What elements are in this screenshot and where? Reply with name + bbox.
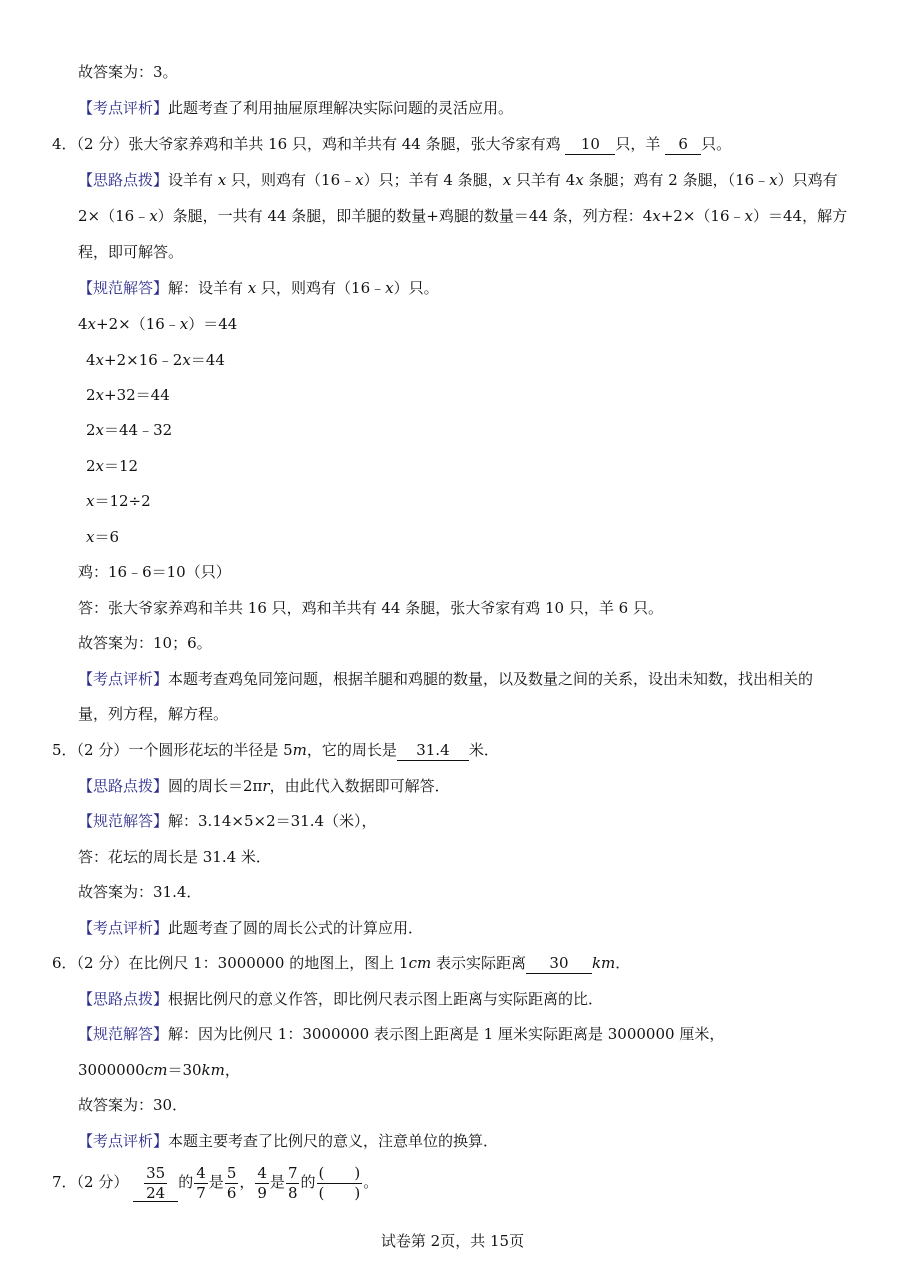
- hint-line-3: 程，即可解答。: [78, 243, 184, 261]
- q4-blank-sheep: 6: [665, 134, 701, 155]
- q4-blank-chickens: 10: [565, 134, 615, 155]
- question-6: 6．（2 分）在比例尺 1：3000000 的地图上，图上 1cm 表示实际距离 30 km．: [52, 954, 631, 972]
- hint-line: 【思路点拨】圆的周长＝2πr，由此代入数据即可解答．: [78, 777, 450, 795]
- equation-2: 4x+2×16﹣2x＝44: [86, 351, 225, 369]
- equation-1: 4x+2×（16﹣x）＝44: [78, 315, 238, 333]
- q6-blank: 30: [526, 953, 592, 974]
- hint-line: 【思路点拨】根据比例尺的意义作答，即比例尺表示图上距离与实际距离的比．: [78, 990, 604, 1008]
- hint-line: 【思路点拨】设羊有 x 只，则鸡有（16﹣x）只；羊有 4 条腿，x 只羊有 4x 条腿；鸡有 2 条腿，（16﹣x）只鸡有: [78, 171, 838, 189]
- analysis-tag: 【考点评析】: [78, 99, 169, 117]
- q5-blank: 31.4: [397, 740, 469, 761]
- chicken-calc: 鸡：16﹣6＝10（只）: [78, 563, 231, 581]
- equation-4: 2x＝44﹣32: [86, 421, 173, 439]
- answer-line: 故答案为：30．: [78, 1096, 188, 1114]
- answer-line: 故答案为：31.4．: [78, 883, 202, 901]
- equation-7: x＝6: [86, 528, 120, 546]
- answer-statement: 答：张大爷家养鸡和羊共 16 只，鸡和羊共有 44 条腿，张大爷家有鸡 10 只，羊 6 只。: [78, 599, 663, 617]
- analysis-line: 【考点评析】此题考查了利用抽屉原理解决实际问题的灵活应用。: [78, 99, 514, 117]
- solution-line: 【规范解答】解：3.14×5×2＝31.4（米），: [78, 812, 377, 830]
- fraction-7-8: $\frac{7}{8}$: [287, 1163, 298, 1202]
- analysis-line: 【考点评析】本题考查鸡兔同笼问题，根据羊腿和鸡腿的数量，以及数量之间的关系，设出未知数，找出相关的: [78, 670, 814, 688]
- page-footer: 试卷第 2页，共 15页: [380, 1232, 525, 1250]
- analysis-line: 【考点评析】此题考查了圆的周长公式的计算应用．: [78, 919, 424, 937]
- equation-3: 2x+32＝44: [86, 386, 170, 404]
- answer-statement: 答：花坛的周长是 31.4 米．: [78, 848, 271, 866]
- fraction-35-24: $\frac{35}{24}$: [146, 1163, 166, 1202]
- fraction-4-9: $\frac{4}{9}$: [257, 1163, 267, 1202]
- question-7: 7．（2 分） $\frac{35}{24}$ 的 $\frac{4}{7}$ 是 $\frac{5}{6}$ ， $\frac{4}{9}$ 是 $\frac{7}{8}$ 的 $\frac{( )}{( )}$ 。: [52, 1163, 379, 1202]
- equation-6: x＝12÷2: [86, 492, 151, 510]
- analysis-line: 【考点评析】本题主要考查了比例尺的意义，注意单位的换算．: [78, 1132, 499, 1150]
- fraction-4-7: $\frac{4}{7}$: [196, 1163, 206, 1202]
- q7-blank: [133, 1163, 178, 1202]
- question-5: 5．（2 分）一个圆形花坛的半径是 5m，它的周长是 31.4 米．: [52, 741, 499, 759]
- hint-line-2: 2×（16﹣x）条腿，一共有 44 条腿，即羊腿的数量+鸡腿的数量＝44 条，列方程：4x+2×（16﹣x）＝44，解方: [78, 207, 848, 225]
- solution-line: 【规范解答】解：因为比例尺 1：3000000 表示图上距离是 1 厘米实际距离是 3000000 厘米，: [78, 1025, 725, 1043]
- fraction-blank: $\frac{( )}{( )}$: [318, 1163, 361, 1202]
- answer-line: 故答案为：10；6。: [78, 634, 212, 652]
- equation-5: 2x＝12: [86, 457, 139, 475]
- solution-line: 【规范解答】解：设羊有 x 只，则鸡有（16﹣x）只。: [78, 279, 439, 297]
- analysis-line-2: 量，列方程，解方程。: [78, 705, 229, 723]
- fraction-5-6: $\frac{5}{6}$: [226, 1163, 237, 1202]
- answer-line: 故答案为：3。: [78, 63, 178, 81]
- unit-conversion: 3000000cm＝30km，: [78, 1061, 240, 1079]
- question-4: 4．（2 分）张大爷家养鸡和羊共 16 只，鸡和羊共有 44 条腿，张大爷家有鸡 10 只，羊 6 只。: [52, 135, 732, 153]
